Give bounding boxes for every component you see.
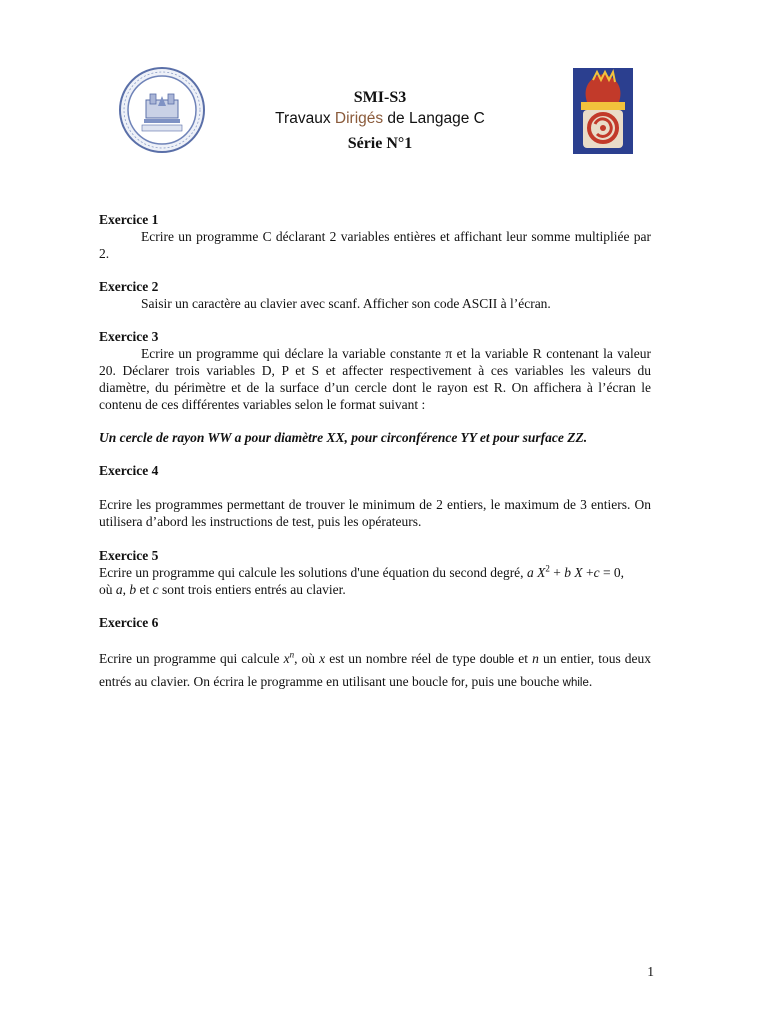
math-op: + xyxy=(549,565,565,580)
math-op: = 0, xyxy=(599,565,625,580)
math-var: c xyxy=(152,582,159,597)
text-run: , xyxy=(122,582,130,597)
output-format: Un cercle de rayon WW a pour diamètre XX, pour circonférence YY et pour surface ZZ. xyxy=(99,430,588,445)
course-title-part: de Langage C xyxy=(383,110,485,127)
math-var: x xyxy=(319,651,326,666)
course-code: SMI-S3 xyxy=(353,89,407,106)
text-run: , où xyxy=(294,651,320,666)
math-var: X xyxy=(533,565,546,580)
document-header xyxy=(230,88,530,156)
exercise-list xyxy=(99,211,651,710)
exercise-title: Exercice 2 xyxy=(99,279,159,294)
math-var: b xyxy=(129,582,137,597)
text-run: , puis une bouche xyxy=(464,674,563,689)
exercise-text xyxy=(99,564,651,598)
math-exponent: 2 xyxy=(545,563,550,574)
exercise-text: Ecrire un programme C déclarant 2 variables entières et affichant leur somme multipliée par 2. xyxy=(99,229,651,261)
text-run: et xyxy=(136,582,153,597)
math-var: x xyxy=(283,651,290,666)
text-run: sont trois entiers entrés au clavier. xyxy=(158,582,346,597)
exercise-title: Exercice 5 xyxy=(99,548,159,563)
code-keyword: for xyxy=(451,677,465,689)
university-seal-icon xyxy=(118,66,206,154)
text-run: est un nombre réel de type xyxy=(325,651,480,666)
exercise-6 xyxy=(99,614,651,694)
exercise-title: Exercice 3 xyxy=(99,329,159,344)
math-var: c xyxy=(593,565,600,580)
exercise-title: Exercice 6 xyxy=(99,615,159,630)
code-keyword: double xyxy=(479,654,515,666)
text-run: où xyxy=(99,582,116,597)
course-title-part: Travaux xyxy=(275,110,335,127)
emblem-icon xyxy=(573,68,633,154)
math-var: a xyxy=(526,565,534,580)
exercise-text xyxy=(99,648,651,694)
exercise-text: Saisir un caractère au clavier avec scanf. Afficher son code ASCII à l’écran. xyxy=(141,296,551,311)
exercise-title: Exercice 4 xyxy=(99,463,159,478)
text-run: Ecrire un programme qui calcule xyxy=(99,651,284,666)
exercise-5 xyxy=(99,547,651,598)
math-exponent: n xyxy=(289,649,295,660)
exercise-4 xyxy=(99,462,651,530)
math-var: b xyxy=(564,565,571,580)
text-run: Ecrire un programme qui calcule les solutions d'une équation du second degré, xyxy=(99,565,527,580)
series-title: Série N°1 xyxy=(347,135,413,152)
exercise-2 xyxy=(99,278,651,312)
text-run: . xyxy=(588,674,593,689)
course-title-accent: Dirigés xyxy=(334,110,384,127)
exercise-1 xyxy=(99,211,651,262)
exercise-text: Ecrire un programme qui déclare la variable constante π et la variable R contenant la valeur 20. Déclarer trois variables D, P et S et affecter respectivement à ces variables les valeurs du diamètre, du périmètre et de la surface d’un cercle dont le rayon est R. On affichera à l’écran le contenu de ces différentes variables selon le format suivant : xyxy=(99,346,651,412)
math-var: a xyxy=(115,582,123,597)
code-keyword: while xyxy=(562,677,589,689)
exercise-title: Exercice 1 xyxy=(99,212,159,227)
exercise-3 xyxy=(99,328,651,446)
math-var: X xyxy=(570,565,583,580)
text-run: un entier, tous deux entrés au clavier. On écrira le programme en utilisant une boucle xyxy=(99,651,652,689)
text-run: et xyxy=(514,651,533,666)
math-op: + xyxy=(582,565,594,580)
math-var: n xyxy=(532,651,539,666)
page-number: 1 xyxy=(647,964,654,979)
exercise-text: Ecrire les programmes permettant de trouver le minimum de 2 entiers, le maximum de 3 entiers. On utilisera d’abord les instructions de test, puis les opérateurs. xyxy=(99,497,651,529)
course-title xyxy=(230,108,530,130)
